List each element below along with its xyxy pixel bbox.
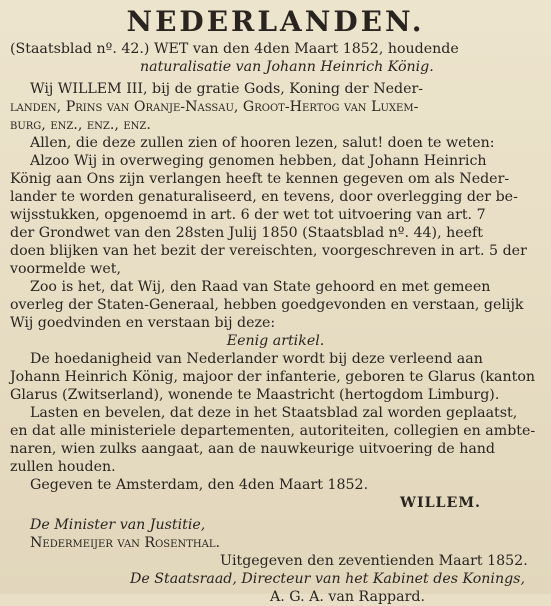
body-line: Lasten en bevelen, dat deze in het Staatsblad zal worden geplaatst, [30, 405, 518, 421]
staatsraad-name: A. G. A. van Rappard. [270, 589, 425, 605]
king-signature: WILLEM. [400, 495, 481, 511]
article-heading: Eenig artikel. [226, 333, 325, 349]
page-title: NEDERLANDEN. [126, 5, 425, 38]
law-heading-line-2 [10, 58, 541, 76]
body-line: landen, Prins van Oranje-Nassau, Groot-Hertog van Luxem- [10, 99, 419, 115]
minister-title: De Minister van Justitie, [30, 517, 206, 533]
body-line: König aan Ons zijn verlangen heeft te kennen gegeven om als Neder- [10, 171, 510, 187]
body-line: burg, enz., enz., enz. [10, 117, 151, 133]
body-line: zullen houden. [10, 459, 116, 475]
body-line: Zoo is het, dat Wij, den Raad van State gehoord en met gemeen [30, 279, 491, 295]
body-line: Alzoo Wij in overweging genomen hebben, dat Johann Heinrich [30, 153, 487, 169]
law-heading-text-2: naturalisatie van Johann Heinrich König. [140, 59, 434, 75]
minister-name: Nedermeijer van Rosenthal. [30, 535, 220, 551]
body-line: voormelde wet, [10, 261, 122, 277]
body-line: overleg der Staten-Generaal, hebben goedgevonden en verstaan, gelijk [10, 297, 524, 313]
body-line: der Grondwet van den 28sten Julij 1850 (Staatsblad nº. 44), heeft [10, 225, 483, 241]
body-line: doen blijken van het bezit der vereischten, voorgeschreven in art. 5 der [10, 243, 527, 259]
body-line: Johann Heinrich König, majoor der infanterie, geboren te Glarus (kanton [10, 369, 535, 385]
body-line: Wij goedvinden en verstaan bij deze: [10, 315, 276, 331]
date-line: Gegeven te Amsterdam, den 4den Maart 1852. [30, 477, 369, 493]
body-line: De hoedanigheid van Nederlander wordt bij deze verleend aan [30, 351, 483, 367]
staatsraad-title: De Staatsraad, Directeur van het Kabinet des Konings, [130, 571, 525, 587]
law-heading-line-1 [10, 40, 541, 58]
body-line: Allen, die deze zullen zien of hooren lezen, salut! doen te weten: [30, 135, 495, 151]
body-line: en dat alle ministeriele departementen, autoriteiten, collegien en ambte- [10, 423, 536, 439]
law-heading-text-1: (Staatsblad nº. 42.) WET van den 4den Maart 1852, houdende [10, 41, 459, 57]
body-line: naren, wien zulks aangaat, aan de nauwkeurige uitvoering de hand [10, 441, 496, 457]
body-line: Glarus (Zwitserland), wonende te Maastricht (hertogdom Limburg). [10, 387, 500, 403]
body-line: Wij WILLEM III, bij de gratie Gods, Koning der Neder- [30, 81, 424, 97]
body-line: wijsstukken, opgenoemd in art. 6 der wet tot uitvoering van art. 7 [10, 207, 486, 223]
body-line: lander te worden genaturaliseerd, en tevens, door overlegging der be- [10, 189, 518, 205]
publication-line: Uitgegeven den zeventienden Maart 1852. [220, 553, 528, 569]
